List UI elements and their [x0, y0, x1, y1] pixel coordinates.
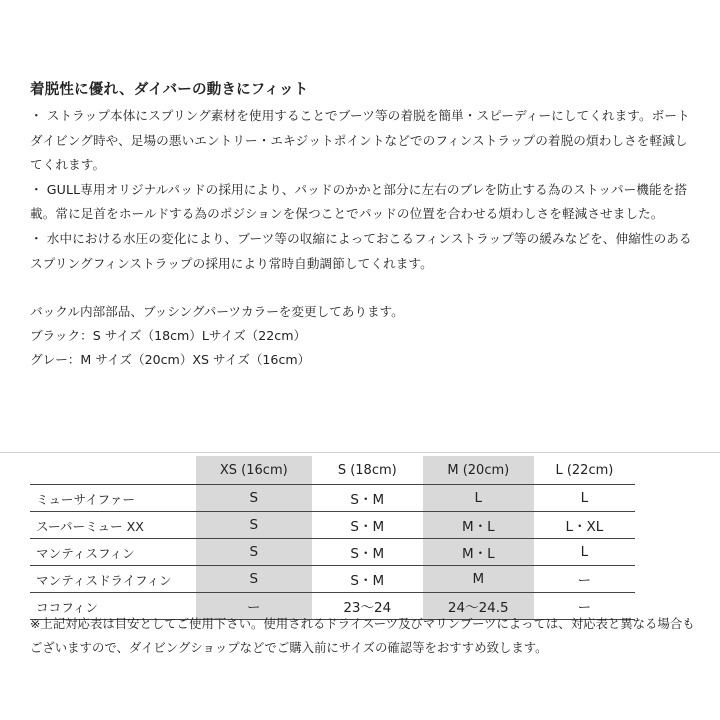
table-cell: S	[196, 566, 312, 593]
product-description	[30, 80, 700, 372]
table-row	[30, 512, 635, 539]
table-row	[30, 566, 635, 593]
table-cell: L	[423, 485, 534, 512]
table-cell: M・L	[423, 512, 534, 539]
table-cell: ー	[196, 593, 312, 620]
feature-bullet-auto-adjust: ・ 水中における水圧の変化により、ブーツ等の収縮によっておこるフィンストラップ等の緩みなどを、伸縮性のあるスプリングフィンストラップの採用により常時自動調節してくれます。	[30, 230, 692, 271]
feature-bullet-spring-strap: ・ ストラップ本体にスプリング素材を使用することでブーツ等の着脱を簡単・スピーディーにしてくれます。ボートダイビング時や、足場の悪いエントリー・エキジットポイントなどでのフィンストラップの着脱の煩わしさを軽減してくれます。	[30, 108, 690, 173]
table-cell: M・L	[423, 539, 534, 566]
feature-bullet-pad-stopper: ・ GULL専用オリジナルパッドの採用により、パッドのかかと部分に左右のブレを防止する為のストッパー機能を搭載。常に足首をホールドする為のポジションを保つことでパッドの位置を合わせる煩わしさを軽減させました。	[30, 181, 688, 222]
table-cell: L・XL	[534, 512, 635, 539]
black-sizes-note: ブラック：S サイズ（18cm）Lサイズ（22cm）	[30, 328, 307, 344]
table-cell: S・M	[312, 512, 423, 539]
row-name-mantis-fin: マンティスフィン	[30, 539, 196, 566]
col-header-m: M (20cm)	[423, 456, 534, 485]
table-cell: S	[196, 539, 312, 566]
table-row	[30, 485, 635, 512]
row-name-mew-cipher: ミューサイファー	[30, 485, 196, 512]
size-compatibility-table	[30, 456, 635, 620]
table-cell: S	[196, 512, 312, 539]
table-cell: L	[534, 539, 635, 566]
table-header-row	[30, 456, 635, 485]
table-cell: L	[534, 485, 635, 512]
table-cell: ー	[534, 566, 635, 593]
row-name-coco-fin: ココフィン	[30, 593, 196, 620]
section-divider	[0, 452, 720, 453]
col-header-l: L (22cm)	[534, 456, 635, 485]
usage-footnote: ※上記対応表は目安としてご使用下さい。使用されるドライスーツ及びマリンブーツによっては、対応表と異なる場合もございますので、ダイビングショップなどでご購入前にサイズの確認等をおすすめ致します。	[30, 616, 695, 655]
description-heading: 着脱性に優れ、ダイバーの動きにフィット	[30, 82, 309, 98]
table-cell: S・M	[312, 566, 423, 593]
table-cell: 24〜24.5	[423, 593, 534, 620]
buckle-change-note: バックル内部部品、ブッシングパーツカラーを変更してあります。	[30, 304, 404, 320]
table-row	[30, 539, 635, 566]
row-name-super-mew-xx: スーパーミュー XX	[30, 512, 196, 539]
table-cell: M	[423, 566, 534, 593]
table-cell: ー	[534, 593, 635, 620]
table-cell: 23〜24	[312, 593, 423, 620]
col-header-xs: XS (16cm)	[196, 456, 312, 485]
row-name-mantis-dry-fin: マンティスドライフィン	[30, 566, 196, 593]
spacer	[30, 276, 700, 300]
table-cell: S	[196, 485, 312, 512]
table-cell: S・M	[312, 485, 423, 512]
table-cell: S・M	[312, 539, 423, 566]
col-header-s: S (18cm)	[312, 456, 423, 485]
corner-cell	[30, 456, 196, 485]
gray-sizes-note: グレー：M サイズ（20cm）XS サイズ（16cm）	[30, 352, 311, 368]
